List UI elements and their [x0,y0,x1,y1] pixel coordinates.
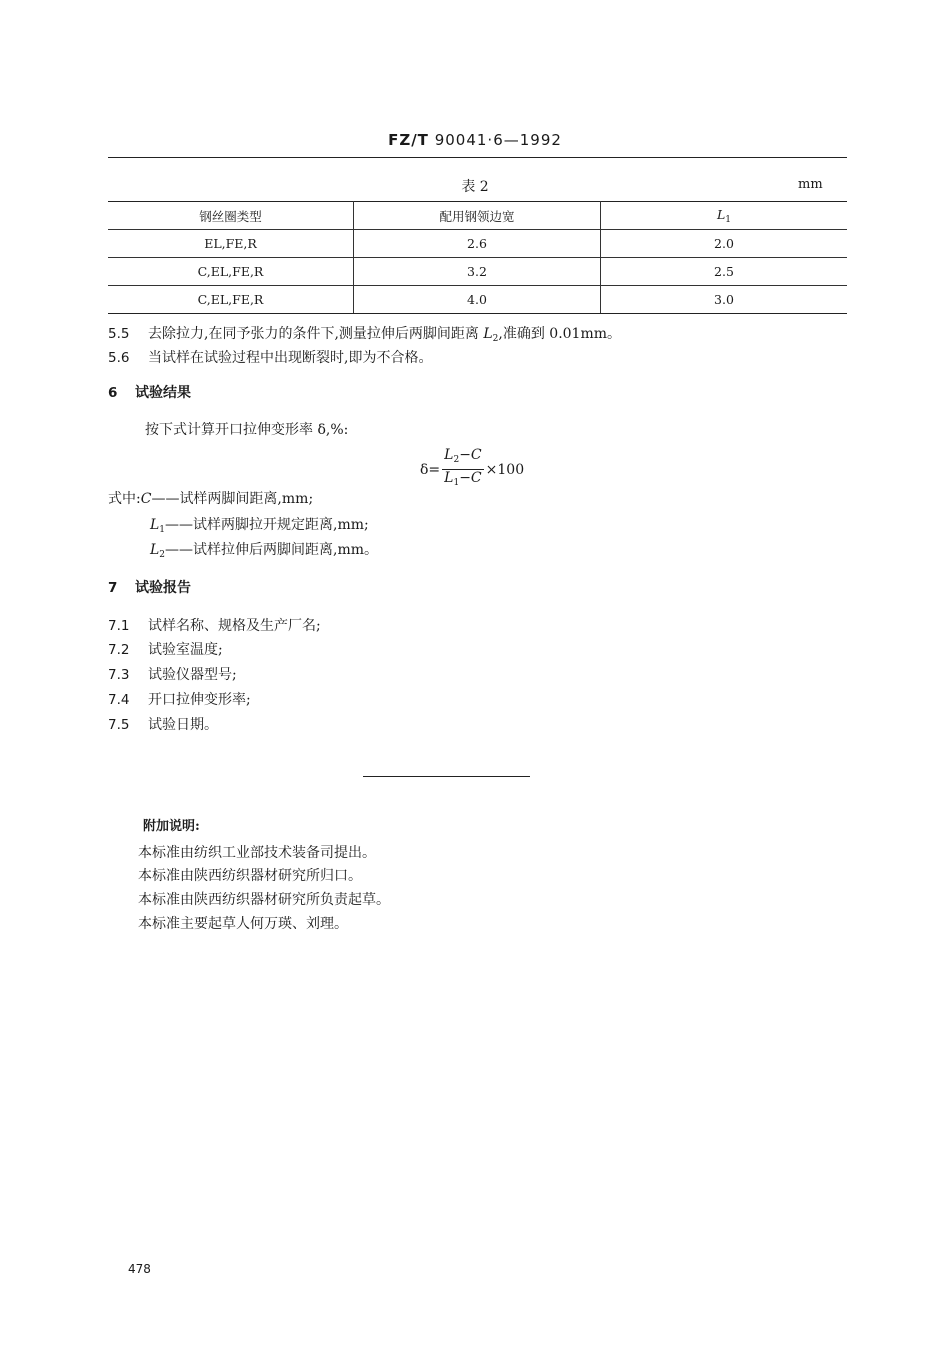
clause-5-6: 5.6 当试样在试验过程中出现断裂时,即为不合格。 [108,350,433,366]
appendix-title: 附加说明: [143,819,200,834]
table-cell: C,EL,FE,R [108,286,354,314]
report-item: 7.5 试验日期。 [108,717,218,733]
formula-fraction [442,447,483,492]
section-6-heading: 6 试验结果 [108,385,191,401]
table-cell: 2.5 [601,258,848,286]
standard-number: 90041·6—1992 [434,131,562,149]
end-rule [363,776,530,777]
standard-code [0,131,950,149]
deformation-formula [420,447,524,492]
variable-l1: $L_1——$试样两脚拉开规定距离,mm; [150,517,369,535]
report-item: 7.3 试验仪器型号; [108,667,237,683]
header-traveller-type: 钢丝圈类型 [108,202,354,230]
table-cell: 4.0 [354,286,601,314]
variable-l2: $L_2——$试样拉伸后两脚间距离,mm。 [150,542,379,560]
clause-5-5: 5.5 去除拉力,在同予张力的条件下,测量拉伸后两脚间距离 $L_2$,准确到 0.01mm。 [108,326,622,344]
header-rule [108,157,847,158]
table-cell: C,EL,FE,R [108,258,354,286]
spec-table [108,201,847,314]
table-header-row [108,202,847,230]
formula-intro: 按下式计算开口拉伸变形率 δ,%: [145,422,349,438]
table-caption: 表 2 [461,179,489,195]
table-unit: mm [798,177,823,192]
report-item: 7.2 试验室温度; [108,642,223,658]
formula-denominator: $L_1-C$ [444,470,482,488]
report-item: 7.4 开口拉伸变形率; [108,692,251,708]
formula-tail: ×100 [485,461,525,478]
table-cell: EL,FE,R [108,230,354,258]
section-7-heading: 7 试验报告 [108,580,191,596]
formula-numerator: $L_2-C$ [442,447,483,470]
appendix-line: 本标准由纺织工业部技术装备司提出。 [138,845,376,861]
header-l1: $L_1$ [601,202,848,230]
appendix-line: 本标准由陕西纺织器材研究所负责起草。 [138,892,390,908]
variable-c: 式中:C——试样两脚间距离,mm; [108,491,314,507]
report-item: 7.1 试样名称、规格及生产厂名; [108,618,321,634]
table-cell: 3.0 [601,286,848,314]
formula-lhs: δ= [420,461,441,478]
appendix-line: 本标准由陕西纺织器材研究所归口。 [138,868,362,884]
table-cell: 2.0 [601,230,848,258]
table-row [108,286,847,314]
header-ring-flange-width: 配用钢领边宽 [354,202,601,230]
standard-prefix: FZ/T [388,131,429,149]
table-cell: 2.6 [354,230,601,258]
table-row [108,258,847,286]
page-number: 478 [128,1262,151,1276]
table-row [108,230,847,258]
appendix-line: 本标准主要起草人何万瑛、刘理。 [138,916,348,932]
table-cell: 3.2 [354,258,601,286]
